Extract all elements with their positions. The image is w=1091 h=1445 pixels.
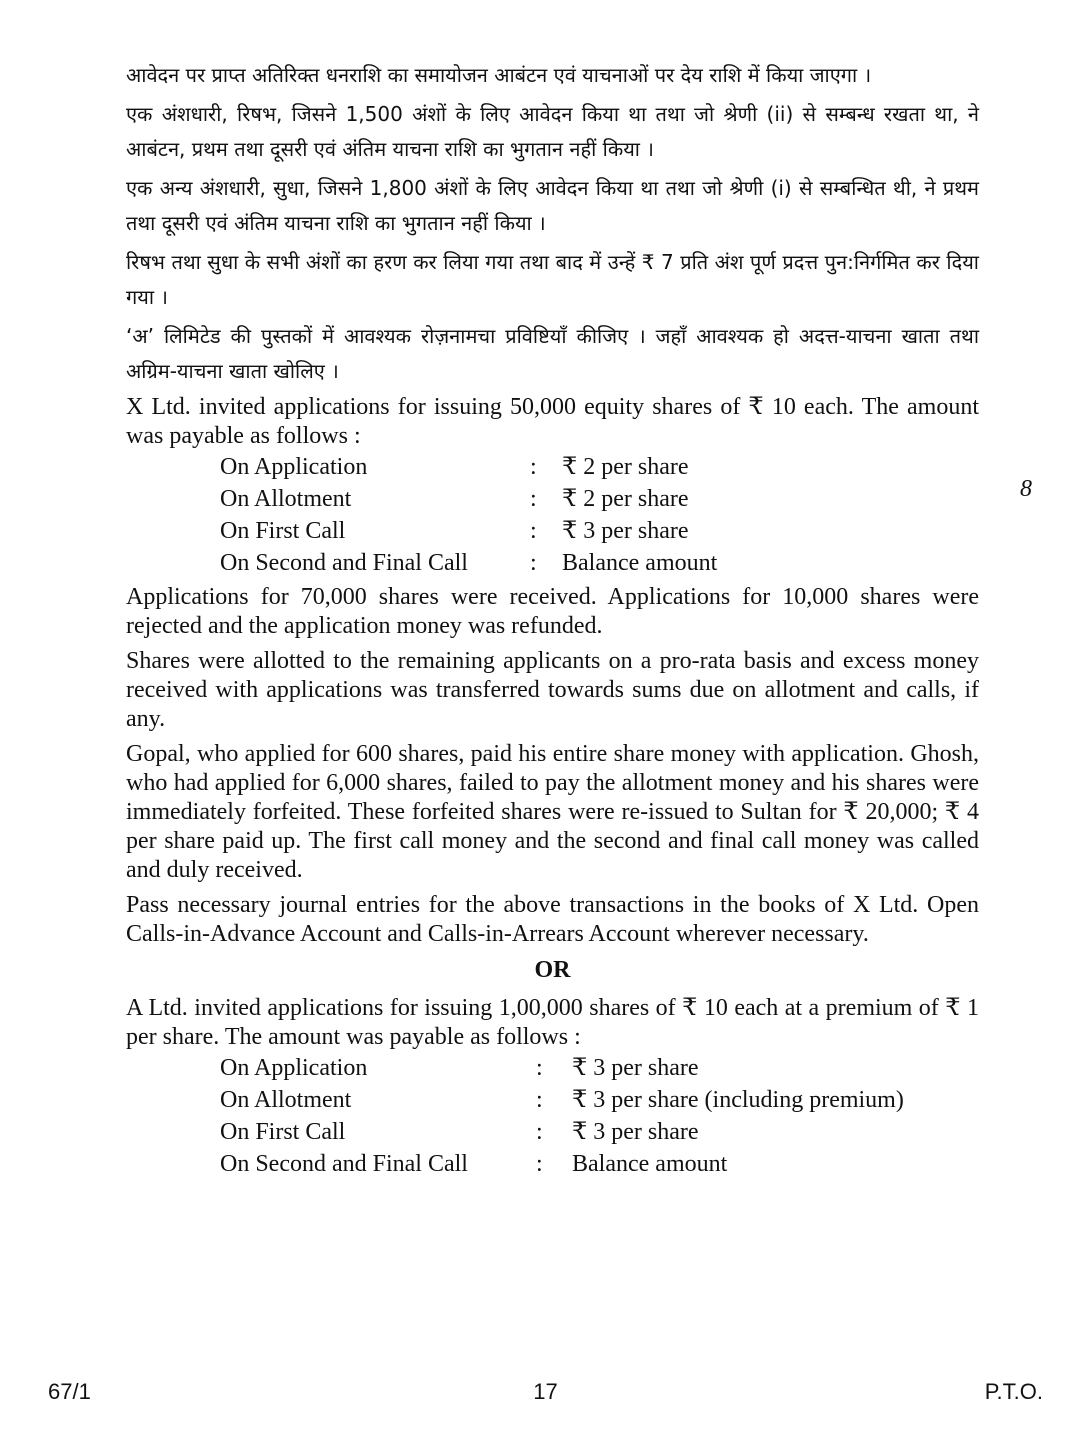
english-paragraph-4: Pass necessary journal entries for the above transactions in the books of X Ltd. Open Calls-in-Advance Account and Calls-in-Arrears Account wherever necessary. [126, 892, 979, 947]
schedule-value: ₹ 3 per share [562, 518, 689, 544]
schedule-label: On Second and Final Call [220, 550, 468, 576]
schedule-label: On Allotment [220, 486, 352, 512]
schedule-row [220, 547, 979, 579]
english-paragraph-2: Shares were allotted to the remaining applicants on a pro-rata basis and excess money received with applications was transferred towards sums due on allotment and calls, if any. [126, 648, 979, 732]
schedule-value: ₹ 2 per share [562, 486, 689, 512]
schedule-separator: : [530, 454, 537, 480]
schedule-separator: : [530, 550, 537, 576]
schedule-label: On Application [220, 1055, 368, 1081]
schedule-label: On Second and Final Call [220, 1151, 468, 1177]
hindi-paragraph-4: रिषभ तथा सुधा के सभी अंशों का हरण कर लिया गया तथा बाद में उन्हें ₹ 7 प्रति अंश पूर्ण प्रदत्त पुन:निर्गमित कर दिया गया । [126, 250, 979, 309]
or-separator: OR [534, 957, 571, 983]
schedule-value: Balance amount [572, 1151, 728, 1177]
schedule-value: ₹ 3 per share [572, 1119, 699, 1145]
schedule-separator: : [530, 518, 537, 544]
hindi-paragraph-2: एक अंशधारी, रिषभ, जिसने 1,500 अंशों के लिए आवेदन किया था तथा जो श्रेणी (ii) से सम्बन्ध रखता था, ने आबंटन, प्रथम तथा दूसरी एवं अंतिम याचना राशि का भुगतान नहीं किया । [126, 102, 979, 161]
paper-code: 67/1 [48, 1379, 91, 1404]
schedule-separator: : [530, 486, 537, 512]
schedule-separator: : [536, 1151, 543, 1177]
schedule-label: On Application [220, 454, 368, 480]
schedule-row [220, 1052, 979, 1084]
hindi-paragraph-1: आवेदन पर प्राप्त अतिरिक्त धनराशि का समायोजन आबंटन एवं याचनाओं पर देय राशि में किया जाएगा । [126, 63, 872, 87]
schedule-row [220, 1116, 979, 1148]
schedule-value: ₹ 3 per share [572, 1055, 699, 1081]
english-intro: X Ltd. invited applications for issuing 50,000 equity shares of ₹ 10 each. The amount was payable as follows : [126, 394, 979, 449]
hindi-paragraph-5: ‘अ’ लिमिटेड की पुस्तकों में आवश्यक रोज़नामचा प्रविष्टियाँ कीजिए । जहाँ आवश्यक हो अदत्त-याचना खाता तथा अग्रिम-याचना खाता खोलिए । [126, 324, 979, 383]
hindi-paragraph-3: एक अन्य अंशधारी, सुधा, जिसने 1,800 अंशों के लिए आवेदन किया था तथा जो श्रेणी (i) से सम्बन्धित थी, ने प्रथम तथा दूसरी एवं अंतिम याचना राशि का भुगतान नहीं किया । [126, 176, 979, 235]
schedule-row [220, 1148, 979, 1180]
schedule-label: On Allotment [220, 1087, 352, 1113]
schedule-row [220, 451, 979, 483]
schedule-value: Balance amount [562, 550, 718, 576]
question-marks: 8 [1020, 476, 1032, 502]
schedule-separator: : [536, 1119, 543, 1145]
english-paragraph-1: Applications for 70,000 shares were received. Applications for 10,000 shares were rejected and the application money was refunded. [126, 584, 979, 639]
schedule-separator: : [536, 1087, 543, 1113]
page-content [126, 58, 979, 1184]
payment-schedule [220, 451, 979, 579]
page-number: 17 [533, 1379, 558, 1404]
english-paragraph-3: Gopal, who applied for 600 shares, paid his entire share money with application. Ghosh, who had applied for 6,000 shares, failed to pay the allotment money and his shares were immediately forfeited. These forfeited shares were re-issued to Sultan for ₹ 20,000; ₹ 4 per share paid up. The first call money and the second and final call money was called and duly received. [126, 741, 979, 883]
schedule-value: ₹ 3 per share (including premium) [572, 1087, 904, 1113]
schedule-row [220, 1084, 979, 1116]
schedule-row [220, 483, 979, 515]
schedule-separator: : [536, 1055, 543, 1081]
schedule-row [220, 515, 979, 547]
english-intro-alternative: A Ltd. invited applications for issuing 1,00,000 shares of ₹ 10 each at a premium of ₹ 1 per share. The amount was payable as follows : [126, 995, 979, 1050]
pto-label: P.T.O. [984, 1379, 1043, 1404]
payment-schedule-alternative [220, 1052, 979, 1180]
schedule-label: On First Call [220, 1119, 346, 1145]
schedule-value: ₹ 2 per share [562, 454, 689, 480]
schedule-label: On First Call [220, 518, 346, 544]
